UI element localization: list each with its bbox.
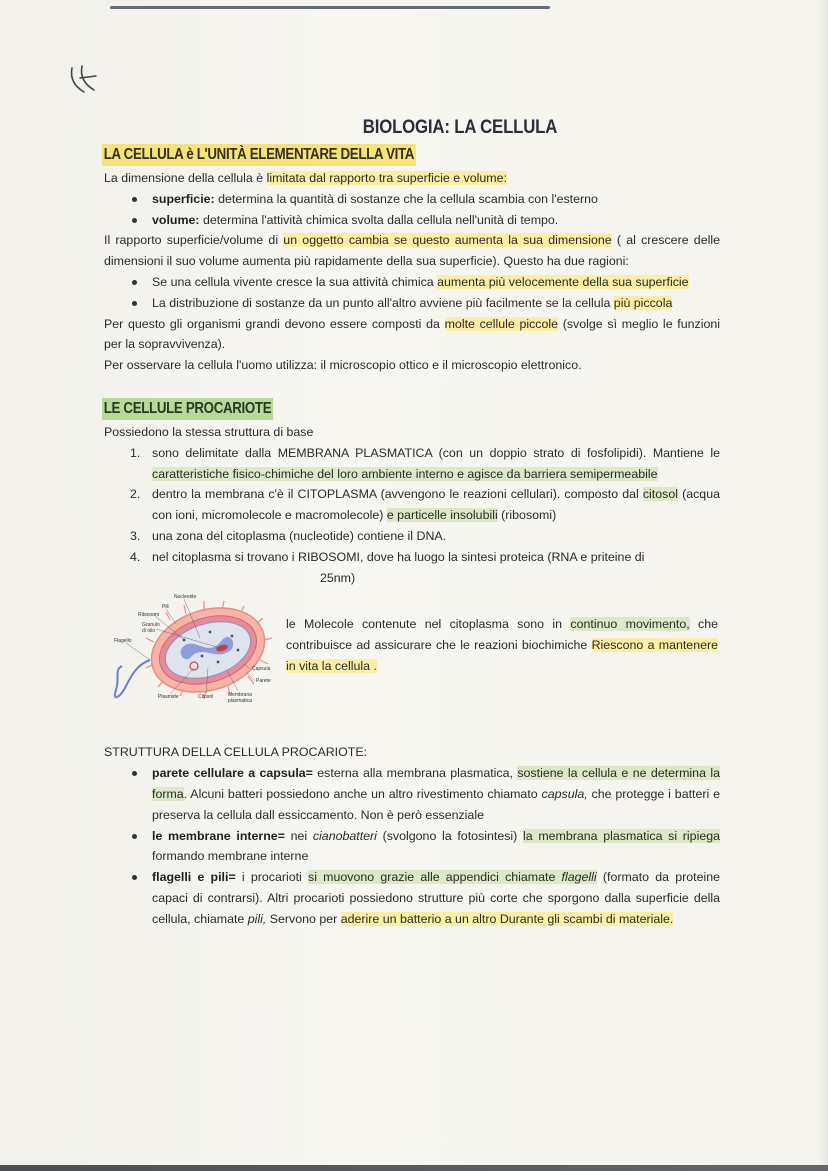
prokaryote-structure-list — [130, 443, 720, 589]
list-item: parete cellulare a capsula= esterna alla membrana plasmatica, sostiene la cellula e ne determina la forma. Alcuni batteri possiedono anche un altro rivestimento chiamato capsula, che protegge i batteri e preserva la cellula dall essiccamento. Non è però essenziale — [130, 763, 720, 825]
list-item: Se una cellula vivente cresce la sua attività chimica aumenta più velocemente della sua superficie — [130, 272, 720, 293]
list-item: volume: determina l'attività chimica svolta dalla cellula nell'unità di tempo. — [130, 210, 720, 231]
bacterium-diagram-icon — [110, 590, 278, 718]
cell-size-paragraph: La dimensione della cellula è limitata dal rapporto tra superficie e volume: — [104, 171, 507, 185]
list-item: superficie: determina la quantità di sostanze che la cellula scambia con l'esterno — [130, 189, 720, 210]
label-di-olio: di olio — [142, 628, 156, 635]
label-plasmatica: plasmatica — [228, 698, 252, 705]
list-item: flagelli e pili= i procarioti si muovono grazie alle appendici chiamate flagelli (formato da proteine capaci di contrarsi). Altri procarioti possiedono strutture più corte che sporgono dalla superficie della cellula, chiamate pili, Servono per aderire un batterio a un altro Durante gli scambi di materiale. — [130, 867, 720, 929]
surface-volume-list — [130, 189, 720, 231]
page-title: BIOLOGIA: LA CELLULA — [362, 116, 558, 138]
section-heading-structure: STRUTTURA DELLA CELLULA PROCARIOTE: — [104, 745, 368, 760]
list-item: le membrane interne= nei cianobatteri (svolgono la fotosintesi) la membrana plasmatica si ripiega formando membrane interne — [130, 826, 720, 868]
section-heading-cell: LA CELLULA è L'UNITÀ ELEMENTARE DELLA VITA — [102, 144, 416, 166]
label-capsula: Capsula — [252, 666, 271, 673]
organisms-paragraph: Per questo gli organismi grandi devono essere composti da molte cellule piccole (svolge sì meglio le funzioni per la sopravvivenza). — [104, 316, 720, 352]
structure-list — [130, 763, 720, 929]
handwritten-scribble-icon — [62, 62, 112, 98]
document-body — [104, 112, 720, 930]
prokaryote-diagram-row — [104, 590, 720, 730]
prokaryote-intro: Possiedono la stessa struttura di base — [104, 424, 314, 439]
ratio-paragraph: Il rapporto superficie/volume di un oggetto cambia se questo aumenta la sua dimensione ( al crescere delle dimensioni il suo volume aumenta più rapidamente della sua superficie). Questo ha due ragioni: — [104, 233, 720, 269]
list-item: 4. nel citoplasma si trovano i RIBOSOMI, dove ha luogo la sintesi proteica (RNA e priteine di 25nm) — [130, 549, 645, 585]
section-heading-prokaryotes: LE CELLULE PROCARIOTE — [102, 398, 273, 420]
list-item: 2. dentro la membrana c'è il CITOPLASMA (avvengono le reazioni cellulari). composto dal citosol (acqua con ioni, micromolecole e macromolecole) e particelle insolubili (ribosomi) — [130, 487, 720, 523]
label-ribosomi: Ribosomi — [138, 612, 159, 619]
bottom-scan-edge — [0, 1165, 828, 1171]
label-granulo: Granulo — [142, 622, 160, 629]
top-scan-edge — [110, 6, 550, 9]
list-item: 3. una zona del citoplasma (nucleotide) contiene il DNA. — [130, 528, 447, 543]
page-shadow — [818, 0, 828, 1171]
list-item: 1. sono delimitate dalla MEMBRANA PLASMATICA (con un doppio strato di fosfolipidi). Mantiene le caratteristiche fisico-chimiche del loro ambiente interno e agisce da barriera semipermeabile — [130, 445, 720, 481]
label-parete: Parete — [256, 678, 271, 685]
reasons-list — [130, 272, 720, 314]
label-plasmide: Plasmide — [158, 694, 179, 701]
list-item: La distribuzione di sostanze da un punto all'altro avviene più facilmente se la cellula più piccola — [130, 293, 720, 314]
molecules-paragraph: le Molecole contenute nel citoplasma sono in continuo movimento, che contribuisce ad assicurare che le reazioni biochimiche Riescono a mantenere in vita la cellula . — [286, 617, 719, 673]
label-pili: Pili — [162, 604, 169, 611]
label-nucleoide: Nucleoide — [174, 594, 197, 601]
label-membrana: Membrana — [228, 692, 252, 699]
microscope-paragraph: Per osservare la cellula l'uomo utilizza: il microscopio ottico e il microscopio elettronico. — [104, 358, 582, 373]
label-flagello: Flagello — [114, 638, 132, 645]
label-citosol: Citosol — [198, 694, 214, 701]
